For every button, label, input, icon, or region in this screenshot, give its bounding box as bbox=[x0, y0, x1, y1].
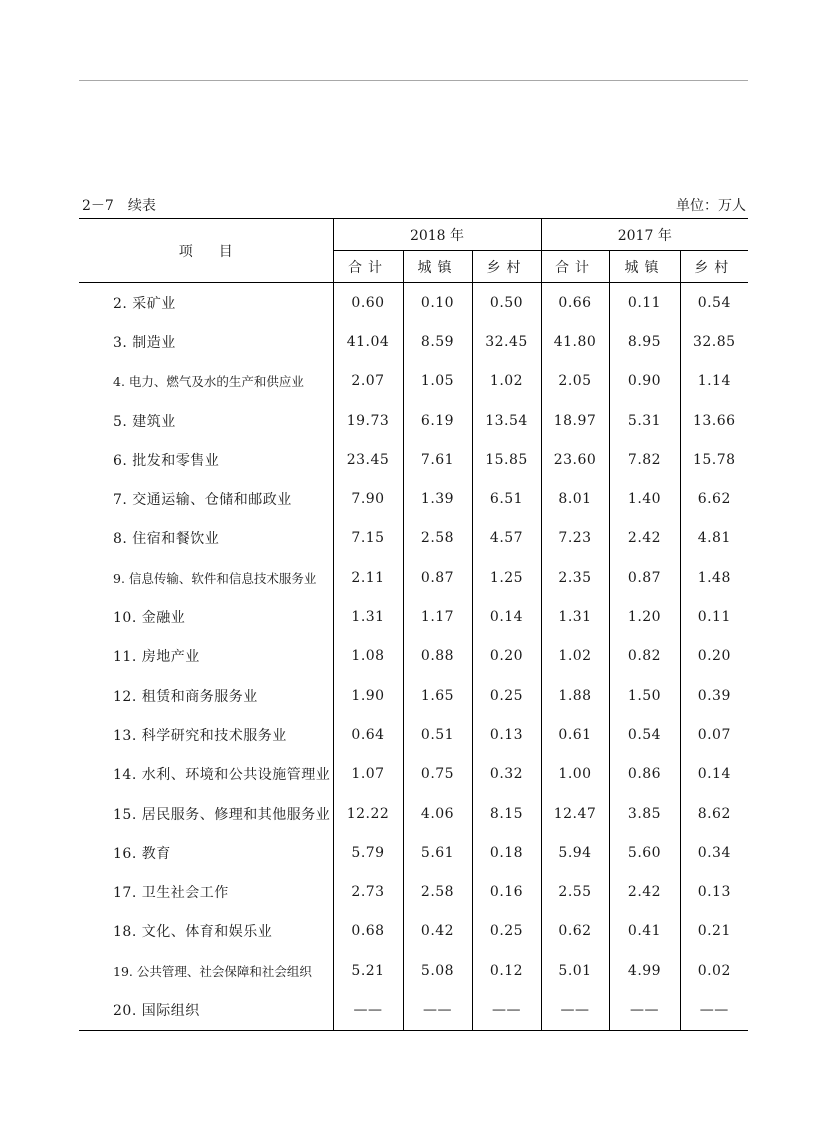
row-value: 7.82 bbox=[609, 440, 680, 479]
row-value: 1.17 bbox=[403, 597, 472, 636]
row-value: 23.60 bbox=[541, 440, 609, 479]
row-label: 2. 采矿业 bbox=[113, 295, 176, 312]
row-value: 0.75 bbox=[403, 755, 472, 794]
table-row bbox=[79, 401, 748, 440]
table-row bbox=[79, 676, 748, 715]
row-value: 18.97 bbox=[541, 401, 609, 440]
table-row bbox=[79, 440, 748, 479]
row-value: 0.11 bbox=[680, 597, 748, 636]
row-label: 15. 居民服务、修理和其他服务业 bbox=[113, 806, 331, 823]
row-value: 1.88 bbox=[541, 676, 609, 715]
row-label: 19. 公共管理、社会保障和社会组织 bbox=[113, 963, 312, 979]
row-label: 10. 金融业 bbox=[113, 610, 186, 627]
row-value: 0.88 bbox=[403, 637, 472, 676]
row-value: 0.07 bbox=[680, 715, 748, 754]
table-id: 2－7 续表 bbox=[82, 198, 156, 214]
row-label: 12. 租赁和商务服务业 bbox=[113, 688, 258, 705]
row-label: 5. 建筑业 bbox=[113, 413, 176, 430]
row-value: 0.68 bbox=[333, 912, 403, 951]
subheader-total-2017: 合计 bbox=[541, 251, 609, 283]
page-top-rule bbox=[79, 80, 748, 81]
row-value: 1.31 bbox=[541, 597, 609, 636]
row-value: 0.02 bbox=[680, 951, 748, 990]
row-label: 6. 批发和零售业 bbox=[113, 452, 220, 469]
employment-table bbox=[79, 218, 748, 1031]
row-value: 8.15 bbox=[472, 794, 541, 833]
row-value: 1.05 bbox=[403, 362, 472, 401]
row-value: 8.62 bbox=[680, 794, 748, 833]
unit-label: 单位：万人 bbox=[676, 198, 746, 214]
row-value: 0.21 bbox=[680, 912, 748, 951]
row-value: 8.59 bbox=[403, 322, 472, 361]
row-value: 5.21 bbox=[333, 951, 403, 990]
table-row bbox=[79, 322, 748, 361]
row-label: 20. 国际组织 bbox=[113, 1002, 200, 1019]
row-label: 7. 交通运输、仓储和邮政业 bbox=[113, 492, 292, 509]
subheader-urban-2018: 城镇 bbox=[403, 251, 472, 283]
row-value: 0.62 bbox=[541, 912, 609, 951]
row-value: —— bbox=[333, 990, 403, 1030]
row-label: 13. 科学研究和技术服务业 bbox=[113, 727, 287, 744]
row-value: 23.45 bbox=[333, 440, 403, 479]
row-value: 2.05 bbox=[541, 362, 609, 401]
table-row bbox=[79, 479, 748, 518]
row-value: 15.85 bbox=[472, 440, 541, 479]
row-value: 6.19 bbox=[403, 401, 472, 440]
row-value: 1.08 bbox=[333, 637, 403, 676]
row-value: 1.00 bbox=[541, 755, 609, 794]
table-row bbox=[79, 362, 748, 401]
row-value: 5.08 bbox=[403, 951, 472, 990]
row-value: 0.25 bbox=[472, 912, 541, 951]
row-value: 13.54 bbox=[472, 401, 541, 440]
table-row bbox=[79, 794, 748, 833]
row-value: 0.18 bbox=[472, 833, 541, 872]
subheader-rural-2018: 乡村 bbox=[472, 251, 541, 283]
row-value: 0.20 bbox=[680, 637, 748, 676]
row-value: —— bbox=[403, 990, 472, 1030]
row-value: 3.85 bbox=[609, 794, 680, 833]
row-value: 41.04 bbox=[333, 322, 403, 361]
row-value: 5.01 bbox=[541, 951, 609, 990]
row-value: 1.25 bbox=[472, 558, 541, 597]
table-row bbox=[79, 833, 748, 872]
row-value: 1.90 bbox=[333, 676, 403, 715]
row-value: 0.87 bbox=[403, 558, 472, 597]
row-value: 2.11 bbox=[333, 558, 403, 597]
row-label: 11. 房地产业 bbox=[113, 649, 200, 666]
row-value: 4.81 bbox=[680, 519, 748, 558]
row-value: 32.85 bbox=[680, 322, 748, 361]
row-value: 0.60 bbox=[333, 283, 403, 323]
table-row bbox=[79, 755, 748, 794]
row-value: 0.86 bbox=[609, 755, 680, 794]
row-value: 41.80 bbox=[541, 322, 609, 361]
row-value: 32.45 bbox=[472, 322, 541, 361]
row-value: 2.42 bbox=[609, 519, 680, 558]
row-value: 0.82 bbox=[609, 637, 680, 676]
row-value: 1.39 bbox=[403, 479, 472, 518]
row-value: 1.31 bbox=[333, 597, 403, 636]
table-row bbox=[79, 715, 748, 754]
row-value: 15.78 bbox=[680, 440, 748, 479]
row-value: 5.31 bbox=[609, 401, 680, 440]
row-value: 12.22 bbox=[333, 794, 403, 833]
row-value: 0.12 bbox=[472, 951, 541, 990]
row-value: 2.42 bbox=[609, 872, 680, 911]
row-value: —— bbox=[609, 990, 680, 1030]
row-value: —— bbox=[541, 990, 609, 1030]
year-header-2017: 2017 年 bbox=[541, 219, 748, 251]
row-value: 13.66 bbox=[680, 401, 748, 440]
row-value: 4.06 bbox=[403, 794, 472, 833]
row-value: 1.50 bbox=[609, 676, 680, 715]
row-value: 0.14 bbox=[472, 597, 541, 636]
year-header-2018: 2018 年 bbox=[333, 219, 541, 251]
item-header: 项目 bbox=[178, 243, 259, 260]
row-value: 8.95 bbox=[609, 322, 680, 361]
row-value: 0.64 bbox=[333, 715, 403, 754]
row-value: 4.57 bbox=[472, 519, 541, 558]
row-label: 9. 信息传输、软件和信息技术服务业 bbox=[113, 570, 317, 586]
row-value: 0.87 bbox=[609, 558, 680, 597]
row-value: 5.61 bbox=[403, 833, 472, 872]
row-value: 0.90 bbox=[609, 362, 680, 401]
row-value: 1.48 bbox=[680, 558, 748, 597]
row-label: 8. 住宿和餐饮业 bbox=[113, 531, 220, 548]
table-caption bbox=[82, 195, 746, 215]
row-value: 7.90 bbox=[333, 479, 403, 518]
row-value: 6.51 bbox=[472, 479, 541, 518]
row-value: 0.39 bbox=[680, 676, 748, 715]
subheader-total-2018: 合计 bbox=[333, 251, 403, 283]
subheader-urban-2017: 城镇 bbox=[609, 251, 680, 283]
table-row bbox=[79, 990, 748, 1030]
row-label: 16. 教育 bbox=[113, 845, 171, 862]
row-label: 17. 卫生社会工作 bbox=[113, 885, 229, 902]
row-value: 8.01 bbox=[541, 479, 609, 518]
row-value: 0.42 bbox=[403, 912, 472, 951]
row-value: 1.02 bbox=[472, 362, 541, 401]
subheader-rural-2017: 乡村 bbox=[680, 251, 748, 283]
row-value: 1.14 bbox=[680, 362, 748, 401]
row-value: 4.99 bbox=[609, 951, 680, 990]
table-row bbox=[79, 637, 748, 676]
row-value: 2.73 bbox=[333, 872, 403, 911]
row-value: —— bbox=[472, 990, 541, 1030]
row-value: 6.62 bbox=[680, 479, 748, 518]
row-value: 19.73 bbox=[333, 401, 403, 440]
table-row bbox=[79, 558, 748, 597]
row-value: 2.58 bbox=[403, 519, 472, 558]
table-row bbox=[79, 597, 748, 636]
row-label: 4. 电力、燃气及水的生产和供应业 bbox=[113, 374, 304, 390]
row-value: 2.55 bbox=[541, 872, 609, 911]
row-value: 0.25 bbox=[472, 676, 541, 715]
row-value: 5.94 bbox=[541, 833, 609, 872]
row-value: 7.23 bbox=[541, 519, 609, 558]
row-value: 0.14 bbox=[680, 755, 748, 794]
row-value: 1.07 bbox=[333, 755, 403, 794]
row-value: 5.60 bbox=[609, 833, 680, 872]
row-value: 0.41 bbox=[609, 912, 680, 951]
row-value: 0.11 bbox=[609, 283, 680, 323]
row-value: 2.58 bbox=[403, 872, 472, 911]
table-header bbox=[79, 219, 748, 283]
table-row bbox=[79, 951, 748, 990]
row-value: 0.54 bbox=[680, 283, 748, 323]
row-value: 0.16 bbox=[472, 872, 541, 911]
row-value: 0.13 bbox=[472, 715, 541, 754]
row-value: 7.61 bbox=[403, 440, 472, 479]
row-value: 0.50 bbox=[472, 283, 541, 323]
row-value: 1.65 bbox=[403, 676, 472, 715]
row-value: 0.13 bbox=[680, 872, 748, 911]
row-value: 0.34 bbox=[680, 833, 748, 872]
row-value: 2.35 bbox=[541, 558, 609, 597]
row-value: 0.10 bbox=[403, 283, 472, 323]
table-row bbox=[79, 519, 748, 558]
table-row bbox=[79, 912, 748, 951]
row-label: 18. 文化、体育和娱乐业 bbox=[113, 924, 273, 941]
row-value: 0.66 bbox=[541, 283, 609, 323]
row-value: 0.61 bbox=[541, 715, 609, 754]
row-value: 1.20 bbox=[609, 597, 680, 636]
row-label: 3. 制造业 bbox=[113, 334, 176, 351]
row-value: 1.40 bbox=[609, 479, 680, 518]
row-value: —— bbox=[680, 990, 748, 1030]
row-value: 5.79 bbox=[333, 833, 403, 872]
row-value: 12.47 bbox=[541, 794, 609, 833]
table-body bbox=[79, 283, 748, 1031]
row-value: 2.07 bbox=[333, 362, 403, 401]
row-label: 14. 水利、环境和公共设施管理业 bbox=[113, 767, 331, 784]
row-value: 1.02 bbox=[541, 637, 609, 676]
table-row bbox=[79, 872, 748, 911]
row-value: 0.32 bbox=[472, 755, 541, 794]
row-value: 0.54 bbox=[609, 715, 680, 754]
row-value: 0.51 bbox=[403, 715, 472, 754]
row-value: 7.15 bbox=[333, 519, 403, 558]
table-row bbox=[79, 283, 748, 323]
row-value: 0.20 bbox=[472, 637, 541, 676]
